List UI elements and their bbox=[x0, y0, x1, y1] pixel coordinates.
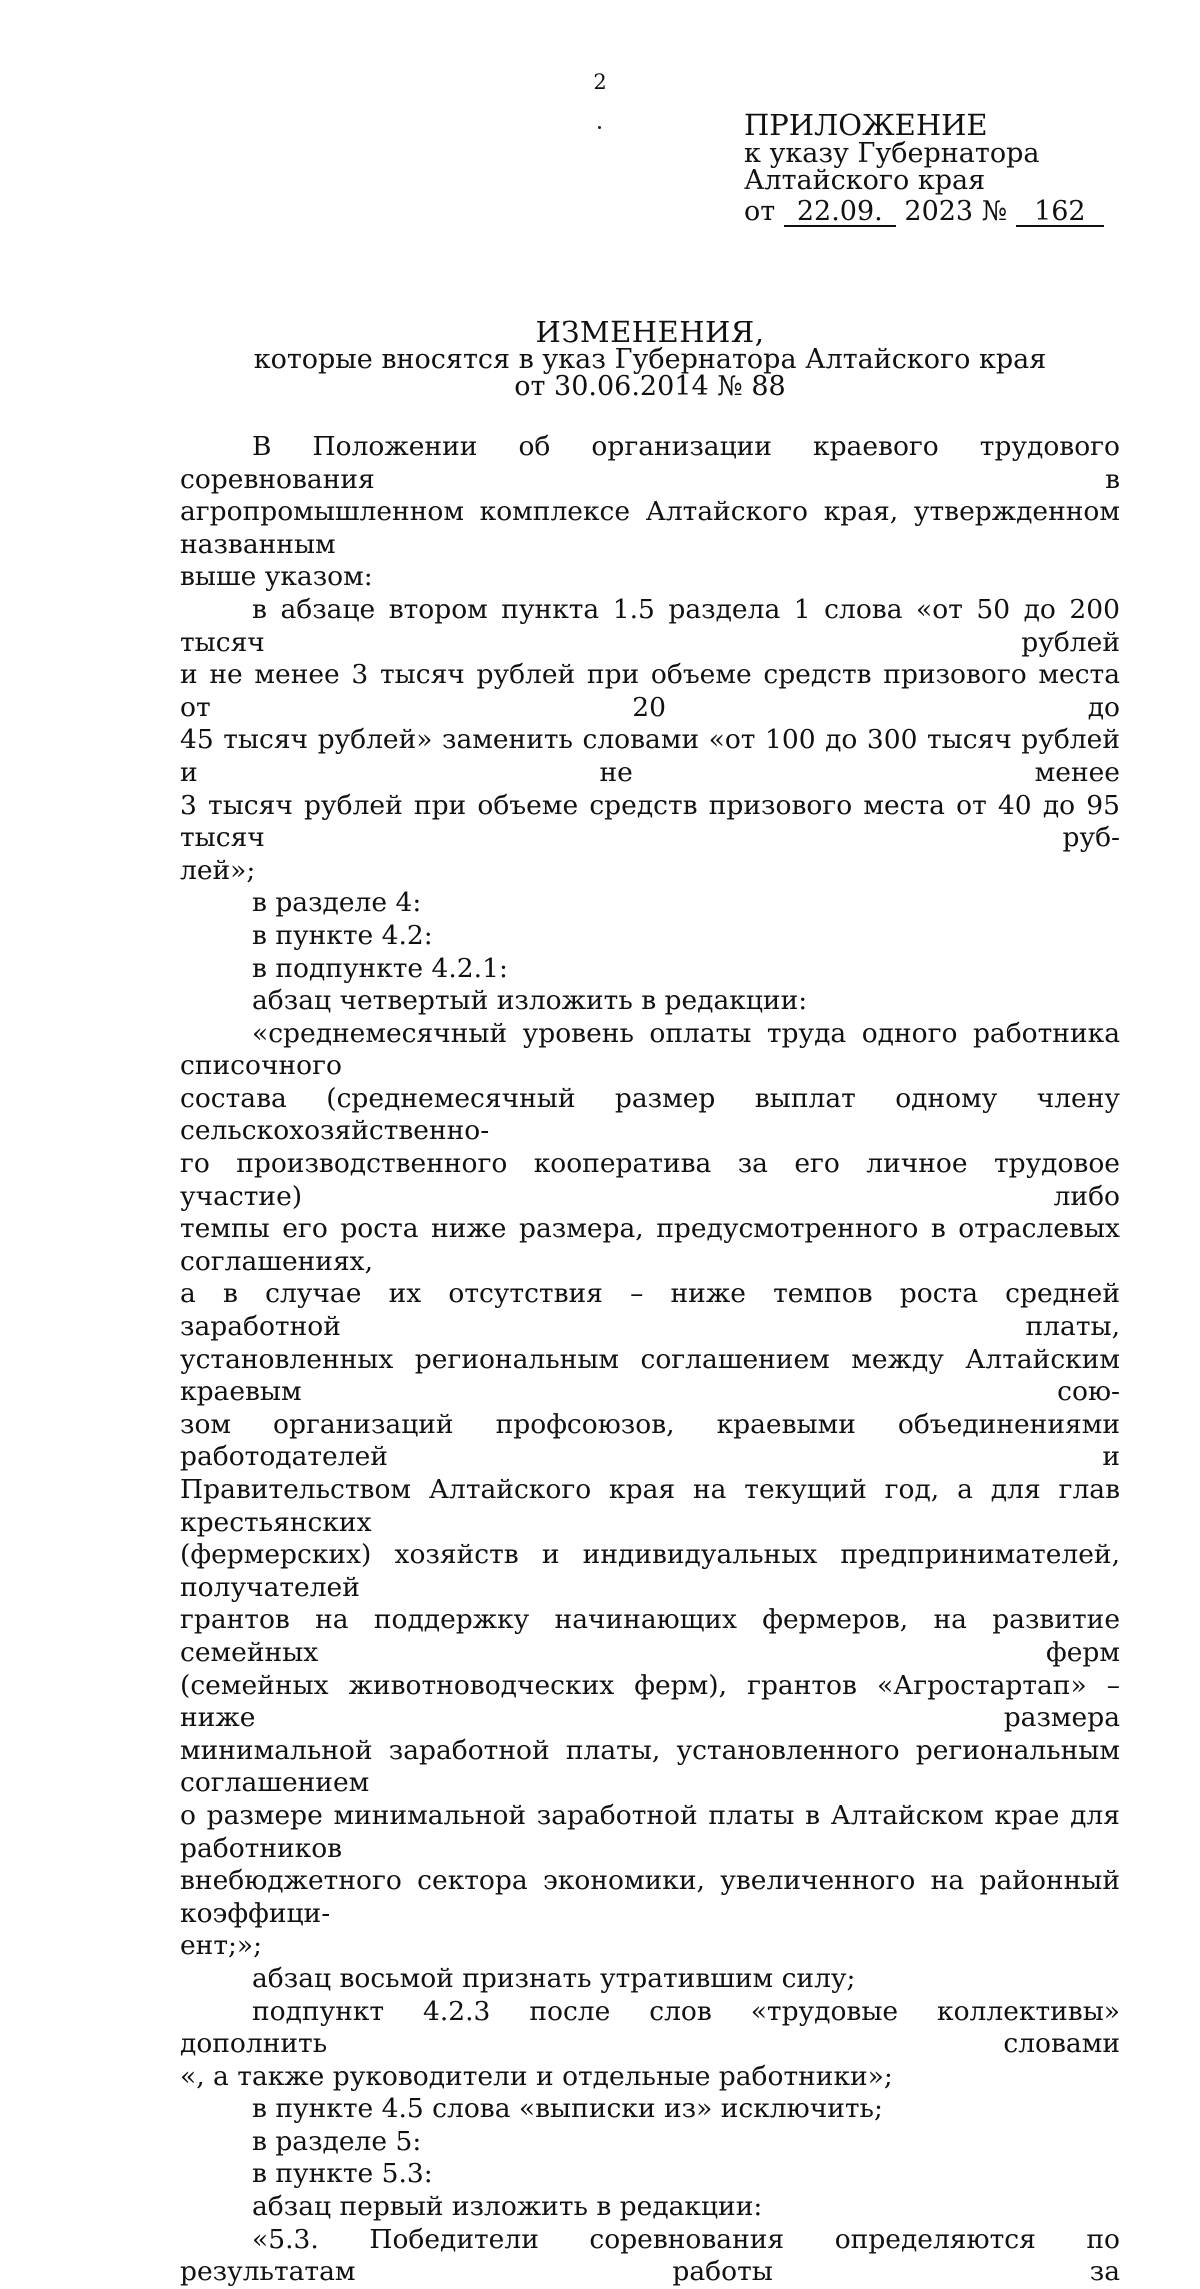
heading-line-2: от 30.06.2014 № 88 bbox=[514, 371, 786, 402]
body-line: внебюджетного сектора экономики, увеличенного на районный коэффици- bbox=[180, 1865, 1120, 1929]
body-line: минимальной заработной платы, установленного региональным соглашением bbox=[180, 1734, 1120, 1799]
appendix-title: ПРИЛОЖЕНИЕ bbox=[744, 108, 988, 142]
body-line: «5.3. Победители соревнования определяются по результатам работы за bbox=[180, 2223, 1120, 2288]
number-sign: № bbox=[981, 196, 1008, 227]
appendix-dateline bbox=[744, 198, 1104, 227]
body-line: в пункте 4.5 слова «выписки из» исключить; bbox=[252, 2093, 883, 2125]
body-line: (фермерских) хозяйств и индивидуальных предпринимателей, получателей bbox=[180, 1539, 1120, 1603]
body-line: в пункте 4.2: bbox=[252, 919, 433, 951]
body-line: абзац первый изложить в редакции: bbox=[252, 2191, 763, 2223]
scan-dot bbox=[598, 126, 601, 129]
body-line: установленных региональным соглашением между Алтайским краевым сою- bbox=[180, 1343, 1120, 1408]
body-line: 3 тысяч рублей при объеме средств призового места от 40 до 95 тысяч руб- bbox=[180, 789, 1120, 854]
body-line: го производственного кооператива за его личное трудовое участие) либо bbox=[180, 1148, 1120, 1212]
body-line: в абзаце втором пункта 1.5 раздела 1 слова «от 50 до 200 тысяч рублей bbox=[180, 593, 1120, 658]
body-line: о размере минимальной заработной платы в Алтайском крае для работников bbox=[180, 1799, 1120, 1864]
body-line: В Положении об организации краевого трудового соревнования в bbox=[180, 431, 1120, 495]
decree-year: 2023 bbox=[904, 196, 974, 227]
body-line: 45 тысяч рублей» заменить словами «от 100 до 300 тысяч рублей и не менее bbox=[180, 724, 1120, 788]
body-line: ент;»; bbox=[180, 1930, 263, 1962]
body-line: и не менее 3 тысяч рублей при объеме средств призового места от 20 до bbox=[180, 659, 1120, 723]
heading-line-1: которые вносятся в указ Губернатора Алтайского края bbox=[253, 344, 1047, 375]
body-line: подпункт 4.2.3 после слов «трудовые коллективы» дополнить словами bbox=[180, 1995, 1120, 2060]
body-line: состава (среднемесячный размер выплат одному члену сельскохозяйственно- bbox=[180, 1082, 1120, 1147]
body-line: в пункте 5.3: bbox=[252, 2158, 433, 2190]
body-line: темпы его роста ниже размера, предусмотренного в отраслевых соглашениях, bbox=[180, 1213, 1120, 1277]
body-line: выше указом: bbox=[180, 561, 373, 593]
body-line: а в случае их отсутствия – ниже темпов роста средней заработной платы, bbox=[180, 1278, 1120, 1343]
body-line: зом организаций профсоюзов, краевыми объединениями работодателей и bbox=[180, 1408, 1120, 1473]
decree-number: 162 bbox=[1016, 199, 1104, 227]
body-line: в разделе 5: bbox=[252, 2125, 422, 2157]
decree-date: 22.09. bbox=[784, 199, 896, 227]
body-line: грантов на поддержку начинающих фермеров, на развитие семейных ферм bbox=[180, 1604, 1120, 1668]
body-line: «, а также руководители и отдельные работники»; bbox=[180, 2060, 893, 2092]
appendix-block bbox=[744, 110, 1104, 227]
body-line: в разделе 4: bbox=[252, 887, 422, 919]
body-line: в подпункте 4.2.1: bbox=[252, 952, 508, 984]
body-line: (семейных животноводческих ферм), грантов «Агростартап» – ниже размера bbox=[180, 1669, 1120, 1734]
page-number: 2 bbox=[593, 70, 607, 94]
body-line: «среднемесячный уровень оплаты труда одного работника списочного bbox=[180, 1017, 1120, 1082]
body-line: Правительством Алтайского края на текущий год, а для глав крестьянских bbox=[180, 1474, 1120, 1538]
appendix-line-2: Алтайского края bbox=[744, 165, 986, 196]
body-line: лей»; bbox=[180, 854, 256, 886]
body-line: абзац четвертый изложить в редакции: bbox=[252, 985, 808, 1017]
heading-title: ИЗМЕНЕНИЯ, bbox=[535, 315, 765, 349]
document-heading bbox=[0, 315, 1200, 402]
body-text bbox=[180, 431, 1120, 2289]
appendix-line-1: к указу Губернатора bbox=[744, 138, 1040, 169]
body-line: абзац восьмой признать утратившим силу; bbox=[252, 1962, 856, 1994]
from-label: от bbox=[744, 196, 776, 227]
body-line: агропромышленном комплексе Алтайского края, утвержденном названным bbox=[180, 496, 1120, 560]
